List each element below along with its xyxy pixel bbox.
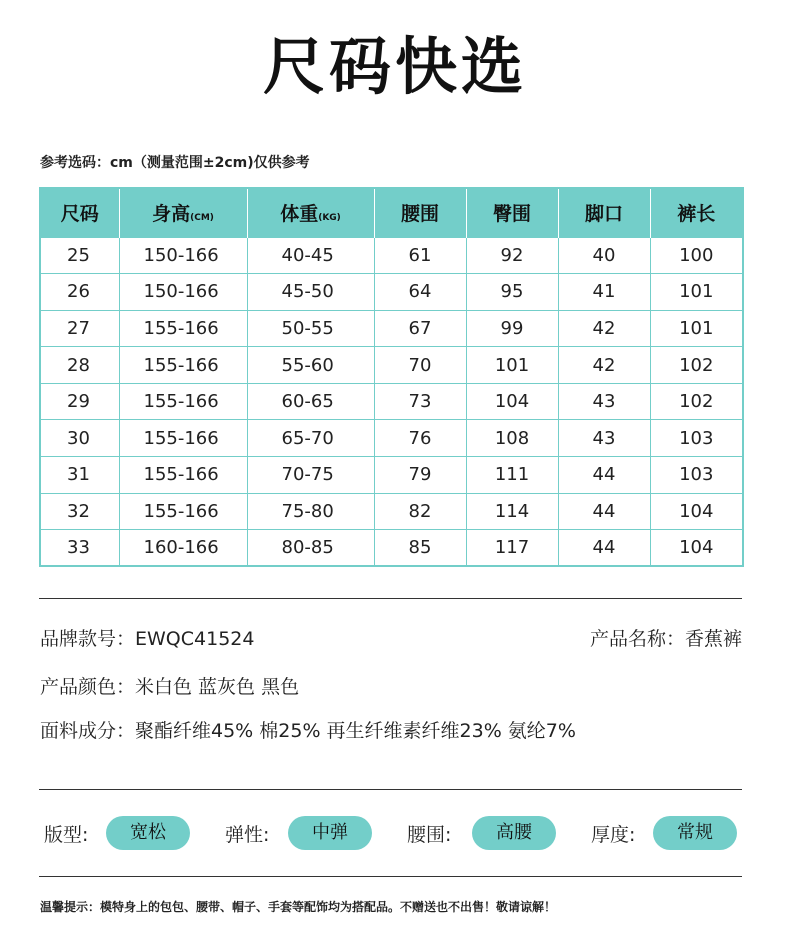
product-colors: 产品颜色：米白色 蓝灰色 黑色 (40, 676, 300, 698)
table-cell: 50-55 (247, 310, 374, 347)
table-cell: 160-166 (119, 530, 247, 567)
table-cell: 80-85 (247, 530, 374, 567)
thickness-label: 厚度: (591, 824, 636, 846)
table-cell: 75-80 (247, 493, 374, 530)
table-cell: 76 (374, 420, 466, 457)
thickness-badge: 常规 (653, 816, 737, 850)
table-cell: 61 (374, 237, 466, 274)
table-cell: 31 (40, 457, 119, 494)
header-waist: 腰围 (374, 188, 466, 237)
table-header-row (40, 188, 743, 237)
table-cell: 30 (40, 420, 119, 457)
table-row (40, 530, 743, 567)
table-cell: 101 (466, 347, 558, 384)
table-cell: 33 (40, 530, 119, 567)
table-cell: 73 (374, 383, 466, 420)
table-cell: 40 (558, 237, 650, 274)
divider-bottom (39, 876, 742, 877)
table-cell: 85 (374, 530, 466, 567)
table-cell: 64 (374, 274, 466, 311)
table-cell: 29 (40, 383, 119, 420)
table-cell: 60-65 (247, 383, 374, 420)
elasticity-badge: 中弹 (288, 816, 372, 850)
table-cell: 70 (374, 347, 466, 384)
table-cell: 155-166 (119, 493, 247, 530)
divider-top (39, 598, 742, 599)
table-cell: 32 (40, 493, 119, 530)
table-cell: 28 (40, 347, 119, 384)
divider-middle (39, 789, 742, 790)
table-cell: 44 (558, 530, 650, 567)
table-cell: 101 (650, 274, 743, 311)
table-cell: 40-45 (247, 237, 374, 274)
table-cell: 26 (40, 274, 119, 311)
table-cell: 27 (40, 310, 119, 347)
table-cell: 114 (466, 493, 558, 530)
table-cell: 102 (650, 347, 743, 384)
table-cell: 43 (558, 420, 650, 457)
table-row (40, 310, 743, 347)
table-row (40, 420, 743, 457)
table-cell: 25 (40, 237, 119, 274)
waist-label: 腰围: (407, 824, 452, 846)
table-cell: 70-75 (247, 457, 374, 494)
table-cell: 92 (466, 237, 558, 274)
header-weight: 体重(KG) (247, 188, 374, 237)
fit-badge: 宽松 (106, 816, 190, 850)
table-cell: 104 (650, 530, 743, 567)
table-cell: 101 (650, 310, 743, 347)
table-cell: 82 (374, 493, 466, 530)
table-cell: 41 (558, 274, 650, 311)
table-cell: 155-166 (119, 310, 247, 347)
table-cell: 155-166 (119, 420, 247, 457)
product-name: 产品名称：香蕉裤 (589, 628, 742, 650)
elasticity-label: 弹性: (225, 824, 270, 846)
page-title: 尺码快选 (262, 30, 527, 103)
table-cell: 43 (558, 383, 650, 420)
table-row (40, 237, 743, 274)
table-row (40, 347, 743, 384)
table-cell: 104 (650, 493, 743, 530)
table-cell: 44 (558, 493, 650, 530)
fit-label: 版型: (44, 824, 89, 846)
table-row (40, 383, 743, 420)
reference-note: 参考选码：cm（测量范围±2cm)仅供参考 (40, 155, 310, 171)
header-height: 身高(CM) (119, 188, 247, 237)
size-table (39, 187, 744, 567)
table-cell: 45-50 (247, 274, 374, 311)
warm-tip: 温馨提示：模特身上的包包、腰带、帽子、手套等配饰均为搭配品。不赠送也不出售！敬请谅解！ (40, 900, 557, 914)
table-cell: 67 (374, 310, 466, 347)
table-cell: 55-60 (247, 347, 374, 384)
table-row (40, 493, 743, 530)
header-size: 尺码 (40, 188, 119, 237)
table-cell: 95 (466, 274, 558, 311)
table-cell: 155-166 (119, 383, 247, 420)
table-row (40, 274, 743, 311)
table-cell: 150-166 (119, 274, 247, 311)
table-cell: 103 (650, 420, 743, 457)
table-cell: 111 (466, 457, 558, 494)
table-cell: 99 (466, 310, 558, 347)
table-cell: 155-166 (119, 457, 247, 494)
table-cell: 44 (558, 457, 650, 494)
header-length: 裤长 (650, 188, 743, 237)
fabric-composition: 面料成分：聚酯纤维45% 棉25% 再生纤维素纤维23% 氨纶7% (40, 720, 576, 742)
table-cell: 42 (558, 347, 650, 384)
table-cell: 65-70 (247, 420, 374, 457)
table-cell: 155-166 (119, 347, 247, 384)
header-hip: 臀围 (466, 188, 558, 237)
table-cell: 79 (374, 457, 466, 494)
table-row (40, 457, 743, 494)
table-cell: 150-166 (119, 237, 247, 274)
table-cell: 102 (650, 383, 743, 420)
table-cell: 117 (466, 530, 558, 567)
table-cell: 100 (650, 237, 743, 274)
header-hem: 脚口 (558, 188, 650, 237)
table-cell: 108 (466, 420, 558, 457)
waist-badge: 高腰 (472, 816, 556, 850)
table-cell: 42 (558, 310, 650, 347)
table-cell: 103 (650, 457, 743, 494)
model-number: 品牌款号：EWQC41524 (40, 628, 255, 650)
table-cell: 104 (466, 383, 558, 420)
